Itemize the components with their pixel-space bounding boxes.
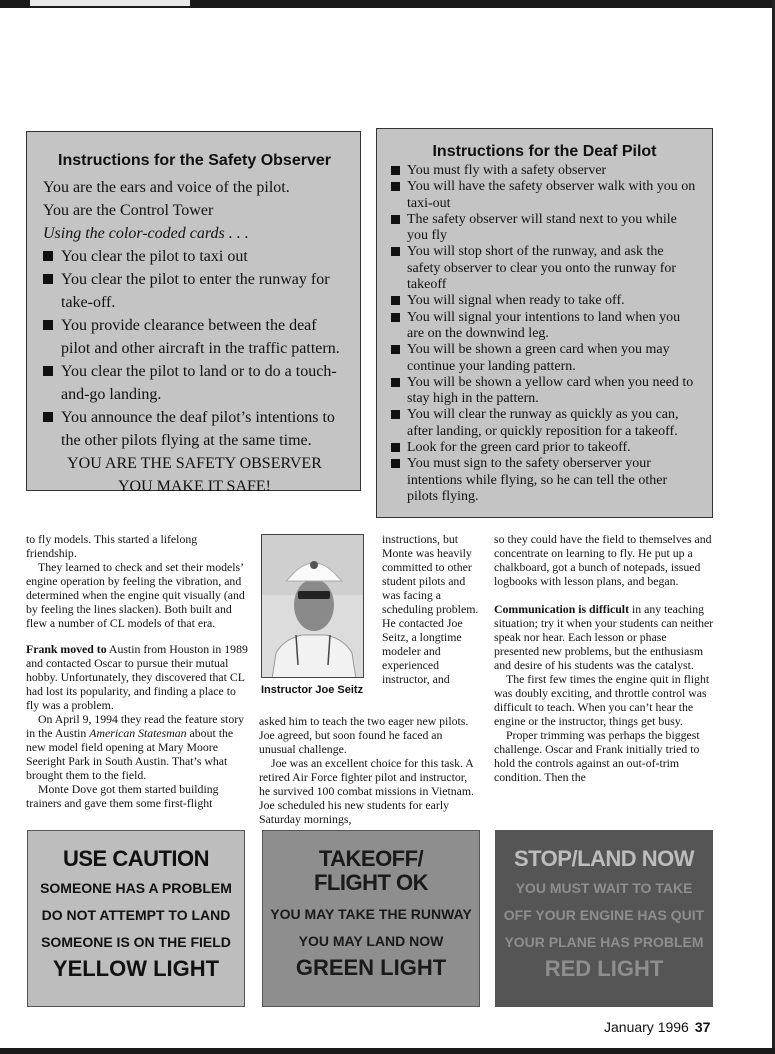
paragraph: so they could have the field to themselves and concentrate on learning to fly. He put up a chalkboard, got a bunch of notepads, issued logbooks with lesson plans, and began. [494,532,712,588]
issue-date: January 1996 [604,1019,689,1035]
observer-closing: YOU ARE THE SAFETY OBSERVER [67,455,322,472]
observer-item: You clear the pilot to taxi out [43,245,346,268]
pilot-item: You will have the safety observer walk with you on taxi-out [391,179,698,212]
paragraph: to fly models. This started a lifelong friendship. [26,532,198,560]
observer-item: You provide clearance between the deaf pilot and other aircraft in the traffic pattern. [43,314,346,360]
pilot-item: You will be shown a yellow card when you need to stay high in the pattern. [391,375,698,408]
observer-line: You are the Control Tower [43,202,214,219]
card-line: SOMEONE HAS A PROBLEM [40,880,232,896]
card-line: YOU MAY TAKE THE RUNWAY [270,906,472,922]
pilot-item: You will clear the runway as quickly as you can, after landing, or quickly reposition for a takeoff. [391,407,698,440]
scan-bottom-edge [0,1048,775,1054]
page-number: 37 [694,1019,711,1035]
safety-observer-box [26,131,361,495]
paragraph: asked him to teach the two eager new pilots. Joe agreed, but soon found he faced an unusual challenge. [259,714,469,756]
card-line: OFF YOUR ENGINE HAS QUIT [503,907,705,923]
lead-in: Communication is difficult [494,602,630,616]
card-light: GREEN LIGHT [295,955,447,980]
article-column-2-narrow [382,532,480,686]
paragraph [26,642,248,712]
pilot-title: Instructions for the Deaf Pilot [432,143,657,160]
card-line: SOMEONE IS ON THE FIELD [41,934,231,950]
observer-line: You are the ears and voice of the pilot. [43,179,290,196]
deaf-pilot-box [376,128,713,518]
paragraph-text: about the new model field opening at Mary Moore Seeright Park in South Austin. That’s what brought them to the field. [26,726,234,782]
use-caution-card [27,830,245,1007]
card-line: DO NOT ATTEMPT TO LAND [41,907,231,923]
paragraph [26,712,248,782]
instructor-portrait [262,535,364,678]
article-column-3 [494,532,714,784]
article-column-2-wide [259,714,479,826]
scan-notch [30,0,190,6]
observer-item: You clear the pilot to land or to do a touch-and-go landing. [43,360,346,406]
card-title: STOP/LAND NOW [513,846,695,871]
paragraph: The first few times the engine quit in flight was doubly exciting, and throttle control was difficult to teach. When you can’t hear the engine or the instructor, things get busy. [494,672,710,728]
paragraph-text: in any teaching situation; try it when your students can neither speak nor hear. Each lesson or phase presented new problems, but the enthusiasm and desire of his students was the catalyst. [494,602,714,672]
pilot-item: You must sign to the safety oberserver your intentions while flying, so he can tell the other pilots flying. [391,456,698,505]
pilot-item: Look for the green card prior to takeoff. [391,440,698,456]
publication-title: American Statesman [89,726,187,740]
lead-in: Frank moved to [26,642,107,656]
paragraph-text: Austin from Houston in 1989 and contacted Oscar to pursue their mutual hobby. Unfortunately, they discovered that CL had lost its popularity, and finding a place to fly was a problem. [26,642,248,712]
observer-item: You clear the pilot to enter the runway for take-off. [43,268,346,314]
observer-item: You announce the deaf pilot’s intentions to the other pilots flying at the same time. [43,406,346,452]
card-title: USE CAUTION [62,846,210,871]
paragraph: instructions, but Monte was heavily committed to other student pilots and was facing a scheduling problem. He contacted Joe Seitz, a longtime modeler and experienced instructor, and [382,532,479,686]
paragraph: Joe was an excellent choice for this task. A retired Air Force fighter pilot and instructor, he survived 100 combat missions in Vietnam. Joe scheduled his new students for early Saturday mornings, [259,756,474,826]
observer-title: Instructions for the Safety Observer [58,152,331,169]
pilot-item: You will signal your intentions to land when you are on the downwind leg. [391,310,698,343]
pilot-item: You must fly with a safety observer [391,163,698,179]
article-column-1 [26,532,248,810]
pilot-item: You will signal when ready to take off. [391,293,698,309]
pilot-item: You will stop short of the runway, and ask the safety observer to clear you onto the runway for takeoff [391,244,698,293]
stop-land-now-card [495,830,713,1007]
paragraph: Proper trimming was perhaps the biggest challenge. Oscar and Frank initially tried to hold the controls against an out-of-trim condition. Then the [494,728,700,784]
card-title: TAKEOFF/ [318,846,424,871]
pilot-item: You will be shown a green card when you may continue your landing pattern. [391,342,698,375]
observer-closing: YOU MAKE IT SAFE! [117,478,272,495]
paragraph [494,602,714,672]
page-footer [604,1019,710,1035]
card-line: YOU MUST WAIT TO TAKE [515,880,693,896]
card-line: YOUR PLANE HAS PROBLEM [504,934,704,950]
pilot-item: The safety observer will stand next to you while you fly [391,212,698,245]
paragraph: Monte Dove got them started building trainers and gave them some first-flight [26,782,219,810]
observer-italic-line: Using the color-coded cards . . . [43,225,249,242]
scan-top-edge [0,0,775,8]
card-title: FLIGHT OK [313,870,429,895]
paragraph-text: On April 9, 1994 they read the feature story in the Austin [26,712,245,740]
paragraph: They learned to check and set their models’ engine operation by feeling the vibration, and determined when the engine quit visually (and by feeling the lines slacken). Both built and flew a number of CL models of that era. [26,560,245,630]
photo-caption: Instructor Joe Seitz [261,684,364,696]
card-light: YELLOW LIGHT [52,956,220,981]
takeoff-flight-ok-card [262,830,480,1007]
card-line: YOU MAY LAND NOW [298,933,444,949]
card-light: RED LIGHT [544,956,664,981]
instructor-photo [261,534,364,678]
